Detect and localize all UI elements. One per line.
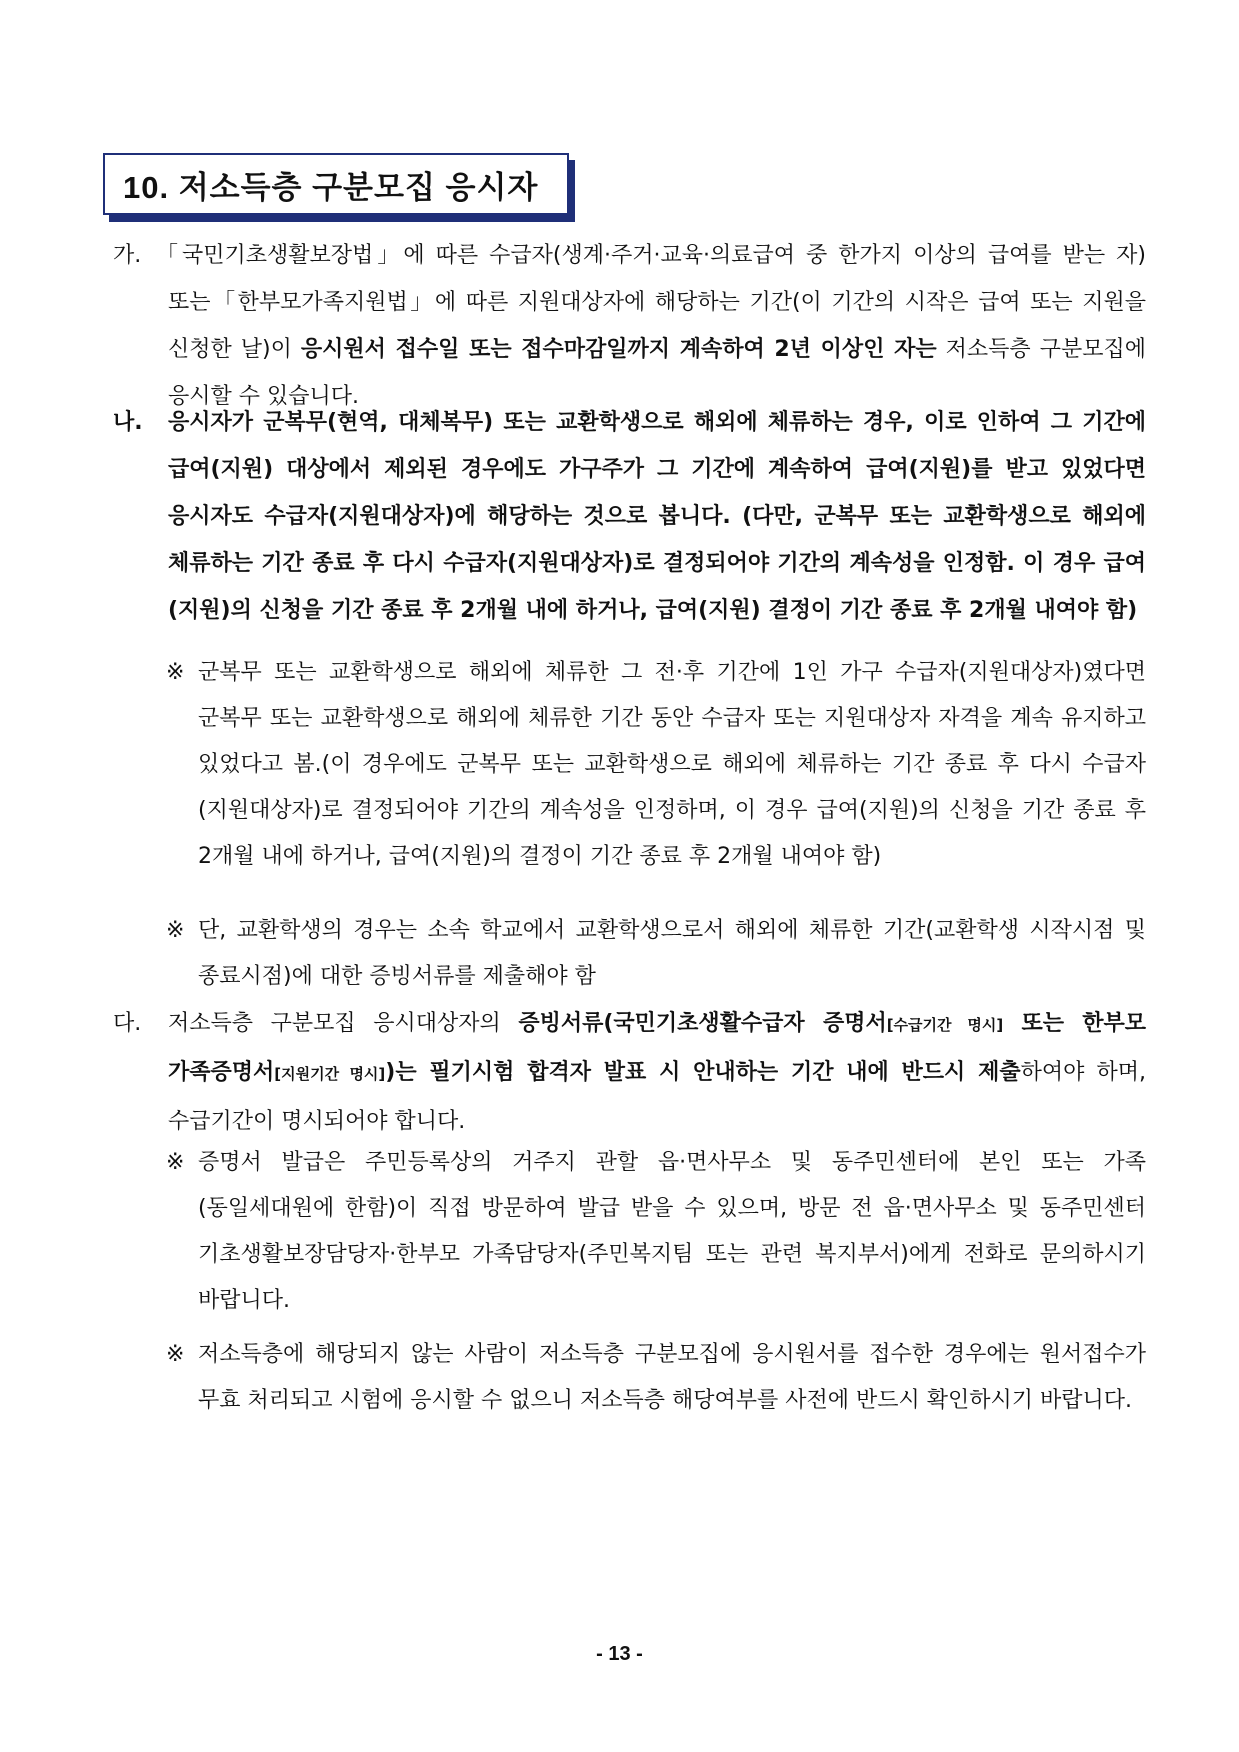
note-text: 군복무 또는 교환학생으로 해외에 체류한 그 전·후 기간에 1인 가구 수급자(지원대상자)였다면 군복무 또는 교환학생으로 해외에 체류한 기간 동안 수급자 또는 지원대상자 자격을 계속 유지하고 있었다고 봄.(이 경우에도 군복무 또는 교환학생으로 해외에 체류하는 기간 종료 후 다시 수급자(지원대상자)로 결정되어야 기간의 계속성을 인정하며, 이 경우 급여(지원)의 신청을 기간 종료 후 2개월 내에 하거나, 급여(지원)의 결정이 기간 종료 후 2개월 내여야 함) — [198, 660, 1146, 869]
note-mark: ※ — [166, 918, 185, 943]
section-title-box — [103, 153, 569, 215]
paragraph-emphasis: 증빙서류(국민기초생활수급자 증명서 — [518, 1011, 887, 1036]
paragraph-emphasis: 또는 한부모 가족증명서 — [168, 1011, 1146, 1085]
note-mark: ※ — [166, 660, 185, 685]
paragraph-emphasis: 응시원서 접수일 또는 접수마감일까지 계속하여 2년 이상인 자는 — [300, 337, 937, 362]
page-number: - 13 - — [596, 1643, 643, 1665]
paragraph-marker: 가. — [113, 243, 142, 268]
note-text: 증명서 발급은 주민등록상의 거주지 관할 읍·면사무소 및 동주민센터에 본인 또는 가족(동일세대원에 한함)이 직접 방문하여 발급 받을 수 있으며, 방문 전 읍·면사무소 및 동주민센터 기초생활보장담당자·한부모 가족담당자(주민복지팀 또는 관련 복지부서)에게 전화로 문의하시기 바랍니다. — [198, 1150, 1146, 1313]
note-4 — [166, 1332, 1146, 1424]
note-text: 저소득층에 해당되지 않는 사람이 저소득층 구분모집에 응시원서를 접수한 경우에는 원서접수가 무효 처리되고 시험에 응시할 수 없으니 저소득층 해당여부를 사전에 반드시 확인하시기 바랍니다. — [198, 1342, 1146, 1413]
paragraph-ga — [113, 232, 1146, 420]
note-text: 단, 교환학생의 경우는 소속 학교에서 교환학생으로서 해외에 체류한 기간(교환학생 시작시점 및 종료시점)에 대한 증빙서류를 제출해야 함 — [198, 918, 1146, 989]
paragraph-marker: 나. — [113, 410, 143, 435]
note-3 — [166, 1140, 1146, 1324]
note-mark: ※ — [166, 1342, 185, 1367]
paragraph-text: 하여야 하며, 수급기간이 명시되어야 합니다. — [168, 1060, 1147, 1134]
paragraph-na — [113, 399, 1146, 634]
paragraph-text: 저소득층 구분모집에 응시할 수 있습니다. — [168, 337, 1146, 409]
paragraph-text: 「국민기초생활보장법」에 따른 수급자(생계·주거·교육·의료급여 중 한가지 이상의 급여를 받는 자) 또는「한부모가족지원법」에 따른 지원대상자에 해당하는 기간(이 기간의 시작은 급여 또는 지원을 신청한 날)이 — [156, 243, 1146, 362]
note-1 — [166, 650, 1146, 880]
paragraph-emphasis-small: [수급기간 명시] — [886, 1016, 1004, 1034]
paragraph-marker: 다. — [113, 1011, 142, 1036]
paragraph-emphasis-small: [지원기간 명시] — [274, 1065, 386, 1083]
paragraph-text: 저소득층 구분모집 응시대상자의 — [168, 1011, 519, 1036]
paragraph-emphasis: )는 필기시험 합격자 발표 시 안내하는 기간 내에 반드시 제출 — [385, 1060, 1021, 1085]
paragraph-da — [113, 1000, 1146, 1145]
note-2 — [166, 908, 1146, 1000]
paragraph-text: 응시자가 군복무(현역, 대체복무) 또는 교환학생으로 해외에 체류하는 경우, 이로 인하여 그 기간에 급여(지원) 대상에서 제외된 경우에도 가구주가 그 기간에 계속하여 급여(지원)를 받고 있었다면 응시자도 수급자(지원대상자)에 해당하는 것으로 봅니다. (다만, 군복무 또는 교환학생으로 해외에 체류하는 기간 종료 후 다시 수급자(지원대상자)로 결정되어야 기간의 계속성을 인정함. 이 경우 급여(지원)의 신청을 기간 종료 후 2개월 내에 하거나, 급여(지원) 결정이 기간 종료 후 2개월 내여야 함) — [168, 410, 1146, 623]
section-title: 10. 저소득층 구분모집 응시자 — [123, 169, 539, 205]
note-mark: ※ — [166, 1150, 185, 1175]
